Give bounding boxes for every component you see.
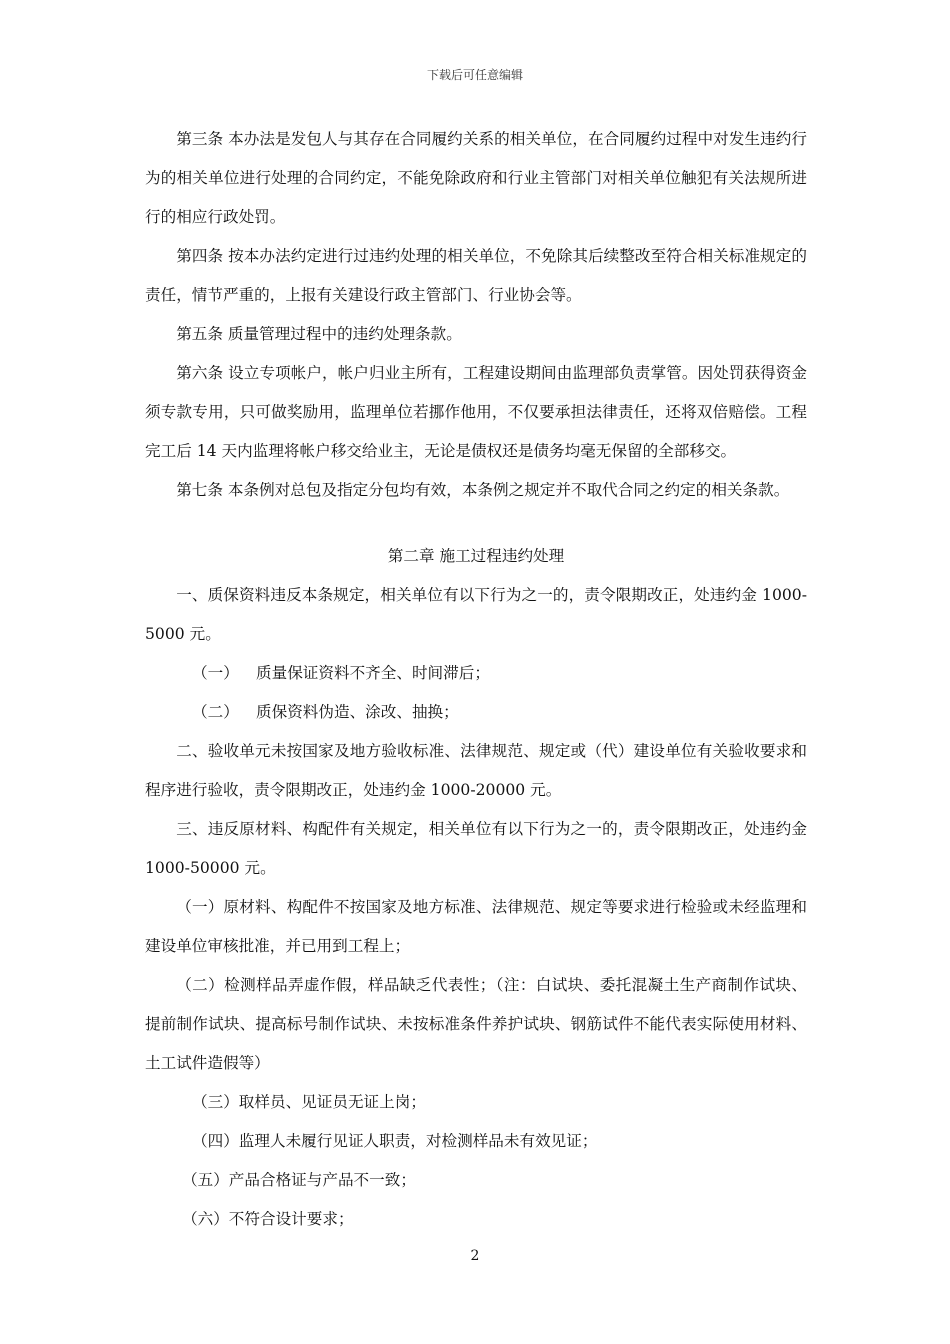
section-3-item-4: （四）监理人未履行见证人职责，对检测样品未有效见证； <box>192 1132 598 1150</box>
section-1-item-1 <box>145 654 807 693</box>
section-3-item-3: （三）取样员、见证员无证上岗； <box>192 1093 426 1111</box>
item-text: 质保资料伪造、涂改、抽换； <box>256 703 459 721</box>
page-header: 下载后可任意编辑 <box>426 68 523 82</box>
article-3: 第三条 本办法是发包人与其存在合同履约关系的相关单位，在合同履约过程中对发生违约行为的相关单位进行处理的合同约定，不能免除政府和行业主管部门对相关单位触犯有关法规所进行的相应行政处罚。 <box>145 130 807 226</box>
section-3-item-1: （一）原材料、构配件不按国家及地方标准、法律规范、规定等要求进行检验或未经监理和建设单位审核批准，并已用到工程上； <box>145 898 807 955</box>
section-3: 三、违反原材料、构配件有关规定，相关单位有以下行为之一的，责令限期改正，处违约金 1000-50000 元。 <box>145 820 807 877</box>
section-1: 一、质保资料违反本条规定，相关单位有以下行为之一的，责令限期改正，处违约金 1000-5000 元。 <box>145 586 807 643</box>
section-1-item-2 <box>145 693 807 732</box>
item-number: （一） <box>192 664 239 682</box>
section-3-item-6: （六）不符合设计要求； <box>182 1210 354 1228</box>
spacer <box>145 510 807 537</box>
article-6: 第六条 设立专项帐户，帐户归业主所有，工程建设期间由监理部负责掌管。因处罚获得资金须专款专用，只可做奖励用，监理单位若挪作他用，不仅要承担法律责任，还将双倍赔偿。工程完工后 14 天内监理将帐户移交给业主，无论是债权还是债务均毫无保留的全部移交。 <box>145 364 807 460</box>
section-3-item-5: （五）产品合格证与产品不一致； <box>182 1171 416 1189</box>
item-number: （二） <box>192 703 239 721</box>
document-body <box>145 120 807 1239</box>
article-4: 第四条 按本办法约定进行过违约处理的相关单位，不免除其后续整改至符合相关标准规定的责任，情节严重的，上报有关建设行政主管部门、行业协会等。 <box>145 247 807 304</box>
section-3-item-2: （二）检测样品弄虚作假，样品缺乏代表性；（注：白试块、委托混凝土生产商制作试块、提前制作试块、提高标号制作试块、未按标准条件养护试块、钢筋试件不能代表实际使用材料、土工试件造假等） <box>145 976 807 1072</box>
article-5: 第五条 质量管理过程中的违约处理条款。 <box>176 325 462 343</box>
item-text: 质量保证资料不齐全、时间滞后； <box>256 664 490 682</box>
section-2: 二、验收单元未按国家及地方验收标准、法律规范、规定或（代）建设单位有关验收要求和程序进行验收，责令限期改正，处违约金 1000-20000 元。 <box>145 742 807 799</box>
article-7: 第七条 本条例对总包及指定分包均有效，本条例之规定并不取代合同之约定的相关条款。 <box>176 481 790 499</box>
chapter-title: 第二章 施工过程违约处理 <box>387 547 565 565</box>
page-number: 2 <box>470 1248 480 1264</box>
